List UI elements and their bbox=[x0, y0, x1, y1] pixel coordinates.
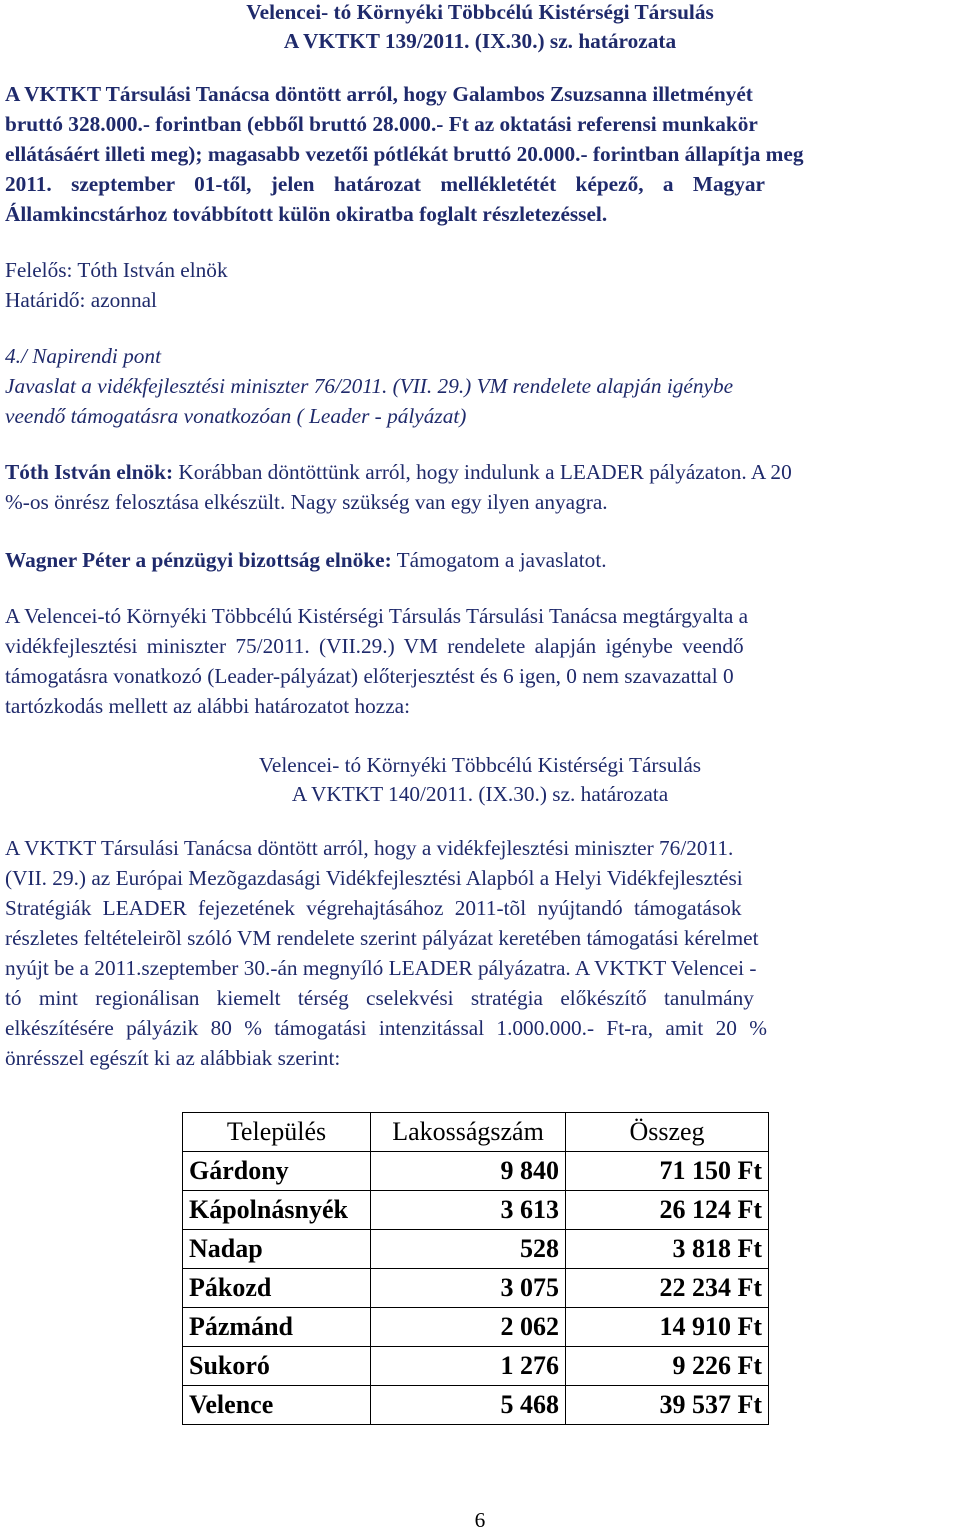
population-cell: 9 840 bbox=[371, 1152, 566, 1191]
amount-cell: 71 150 Ft bbox=[566, 1152, 769, 1191]
table-header-row bbox=[183, 1113, 769, 1152]
decision-intro-line: támogatásra vonatkozó (Leader-pályázat) előterjesztést és 6 igen, 0 nem szavazattal 0 bbox=[5, 664, 734, 688]
settlement-allocation-table bbox=[182, 1112, 769, 1425]
resolution-1-line: Államkincstárhoz továbbított külön okiratba foglalt részletezéssel. bbox=[5, 202, 608, 226]
column-header-amount: Összeg bbox=[566, 1113, 769, 1152]
resolution-2-line: (VII. 29.) az Európai Mezõgazdasági Vidékfejlesztési Alapból a Helyi Vidékfejlesztési bbox=[5, 866, 743, 890]
amount-cell: 22 234 Ft bbox=[566, 1269, 769, 1308]
table-row bbox=[183, 1191, 769, 1230]
population-cell: 2 062 bbox=[371, 1308, 566, 1347]
column-header-population: Lakosságszám bbox=[371, 1113, 566, 1152]
speech-text: Korábban döntöttünk arról, hogy indulunk a LEADER pályázaton. A 20 bbox=[173, 460, 792, 484]
settlement-cell: Sukoró bbox=[183, 1347, 371, 1386]
resolution-1-line: ellátásáért illeti meg); magasabb vezetői pótlékát bruttó 20.000.- forintban állapítja meg bbox=[5, 142, 804, 166]
resolution-1-line: bruttó 328.000.- forintban (ebből bruttó 28.000.- Ft az oktatási referensi munkakör bbox=[5, 112, 758, 136]
settlement-cell: Velence bbox=[183, 1386, 371, 1425]
column-header-settlement: Település bbox=[183, 1113, 371, 1152]
table-row bbox=[183, 1152, 769, 1191]
resolution-2-line: A VKTKT Társulási Tanácsa döntött arról, hogy a vidékfejlesztési miniszter 76/2011. bbox=[5, 836, 734, 860]
table-row bbox=[183, 1269, 769, 1308]
resolution-2-line: részletes feltételeirõl szóló VM rendelete szerint pályázat keretében támogatási kérelmet bbox=[5, 926, 759, 950]
decision-intro-line: A Velencei-tó Környéki Többcélú Kistérségi Társulás Társulási Tanácsa megtárgyalta a bbox=[5, 604, 749, 628]
responsible-person: Felelős: Tóth István elnök bbox=[5, 258, 228, 282]
resolution-1-line: A VKTKT Társulási Tanácsa döntött arról, hogy Galambos Zsuzsanna illetményét bbox=[5, 82, 753, 106]
population-cell: 5 468 bbox=[371, 1386, 566, 1425]
table-row bbox=[183, 1230, 769, 1269]
table-row bbox=[183, 1347, 769, 1386]
page-number: 6 bbox=[474, 1508, 486, 1532]
resolution-2-line: önrésszel egészít ki az alábbiak szerint: bbox=[5, 1046, 341, 1070]
resolution-heading-1-number: A VKTKT 139/2011. (IX.30.) sz. határozata bbox=[283, 29, 677, 53]
resolution-1-line: 2011. szeptember 01-től, jelen határozat mellékletétét képező, a Magyar bbox=[5, 172, 765, 196]
population-cell: 3 613 bbox=[371, 1191, 566, 1230]
resolution-heading-1-org: Velencei- tó Környéki Többcélú Kistérségi Társulás bbox=[246, 0, 714, 24]
resolution-2-line: tó mint regionálisan kiemelt térség cselekvési stratégia előkészítő tanulmány bbox=[5, 986, 754, 1010]
agenda-item-title: veendő támogatásra vonatkozóan ( Leader - pályázat) bbox=[5, 404, 467, 428]
speech-1-line bbox=[5, 460, 792, 485]
settlement-cell: Pázmánd bbox=[183, 1308, 371, 1347]
agenda-item-number: 4./ Napirendi pont bbox=[5, 344, 161, 368]
settlement-cell: Pákozd bbox=[183, 1269, 371, 1308]
amount-cell: 39 537 Ft bbox=[566, 1386, 769, 1425]
resolution-heading-2-org: Velencei- tó Környéki Többcélú Kistérségi Társulás bbox=[258, 753, 702, 777]
resolution-heading-2-number: A VKTKT 140/2011. (IX.30.) sz. határozata bbox=[291, 782, 669, 806]
decision-intro-line: vidékfejlesztési miniszter 75/2011. (VII.29.) VM rendelete alapján igénybe veendő bbox=[5, 634, 744, 658]
table-row bbox=[183, 1308, 769, 1347]
population-cell: 1 276 bbox=[371, 1347, 566, 1386]
resolution-2-line: elkészítésére pályázik 80 % támogatási intenzitással 1.000.000.- Ft-ra, amit 20 % bbox=[5, 1016, 767, 1040]
resolution-2-line: Stratégiák LEADER fejezetének végrehajtásához 2011-tõl nyújtandó támogatások bbox=[5, 896, 742, 920]
agenda-item-title: Javaslat a vidékfejlesztési miniszter 76/2011. (VII. 29.) VM rendelete alapján igénybe bbox=[5, 374, 734, 398]
deadline: Határidő: azonnal bbox=[5, 288, 157, 312]
speech-text: Támogatom a javaslatot. bbox=[391, 548, 607, 572]
speech-1-line: %-os önrész felosztása elkészült. Nagy szükség van egy ilyen anyagra. bbox=[5, 490, 608, 514]
speaker-name: Wagner Péter a pénzügyi bizottság elnöke: bbox=[5, 548, 392, 572]
amount-cell: 26 124 Ft bbox=[566, 1191, 769, 1230]
population-cell: 3 075 bbox=[371, 1269, 566, 1308]
population-cell: 528 bbox=[371, 1230, 566, 1269]
speech-2-line bbox=[5, 548, 607, 573]
decision-intro-line: tartózkodás mellett az alábbi határozatot hozza: bbox=[5, 694, 411, 718]
settlement-cell: Nadap bbox=[183, 1230, 371, 1269]
resolution-2-line: nyújt be a 2011.szeptember 30.-án megnyíló LEADER pályázatra. A VKTKT Velencei - bbox=[5, 956, 757, 980]
amount-cell: 3 818 Ft bbox=[566, 1230, 769, 1269]
speaker-name: Tóth István elnök: bbox=[5, 460, 174, 484]
settlement-cell: Kápolnásnyék bbox=[183, 1191, 371, 1230]
amount-cell: 9 226 Ft bbox=[566, 1347, 769, 1386]
amount-cell: 14 910 Ft bbox=[566, 1308, 769, 1347]
settlement-cell: Gárdony bbox=[183, 1152, 371, 1191]
table-row bbox=[183, 1386, 769, 1425]
